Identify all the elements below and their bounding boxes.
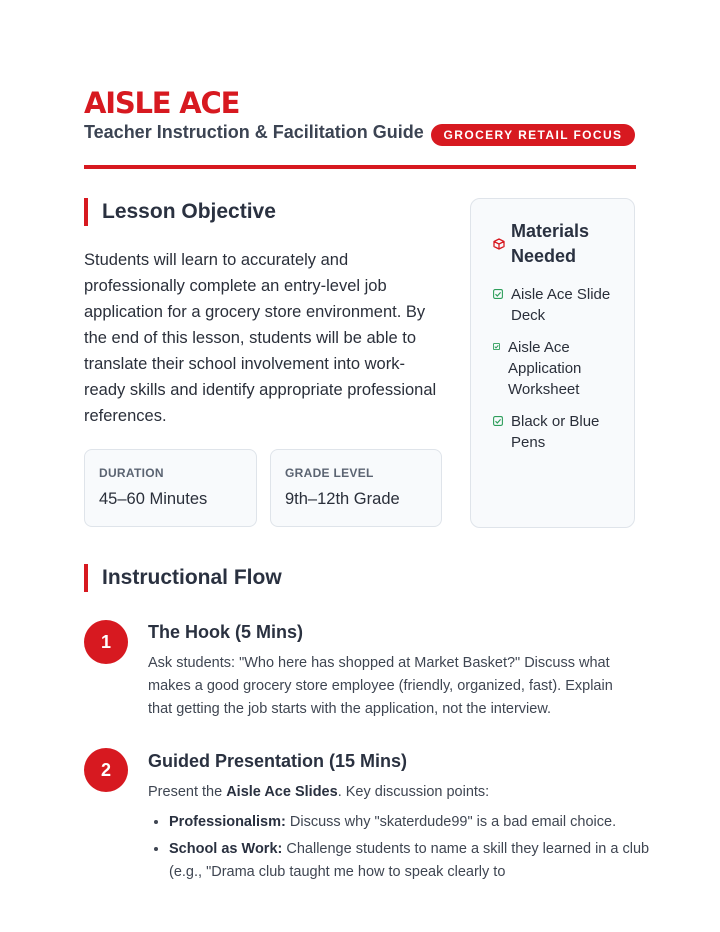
material-item: [493, 411, 611, 453]
material-label: Aisle Ace Application Worksheet: [508, 339, 582, 398]
step-description: Ask students: "Who here has shopped at Market Basket?" Discuss what makes a good grocery store employee (friendly, organized, fast). Explain that getting the job starts with the application, not the interview.: [148, 655, 613, 717]
list-item: [169, 811, 659, 834]
flow-heading: [84, 564, 282, 592]
bullet-term: Professionalism:: [169, 814, 286, 830]
step-intro: [148, 781, 638, 804]
grade-value: 9th–12th Grade: [285, 490, 400, 508]
list-item: [169, 838, 659, 884]
objective-paragraph: Students will learn to accurately and professionally complete an entry-level job application for a grocery store environment. By the end of this lesson, students will be able to translate their school involvement into work-ready skills and identify appropriate professional references.: [84, 251, 437, 425]
guide-subtitle: Teacher Instruction & Facilitation Guide: [84, 122, 424, 142]
step-title: The Hook (5 Mins): [148, 622, 304, 642]
bullet-text: Discuss why "skaterdude99" is a bad email choice.: [285, 814, 617, 830]
heading-accent-bar: [84, 198, 88, 226]
check-square-icon: [493, 416, 503, 426]
discussion-points: [148, 811, 659, 888]
material-item: [493, 284, 613, 326]
material-item: [493, 337, 593, 400]
step-title: Guided Presentation (15 Mins): [148, 751, 408, 771]
brand-title: AISLE ACE: [84, 86, 240, 120]
bullet-term: School as Work:: [169, 841, 283, 857]
materials-heading: Materials Needed: [511, 221, 590, 266]
bullet-text: Challenge students to name a skill they learned in a club (e.g., "Drama club taught me how to speak clearly to: [169, 841, 650, 880]
duration-card: [84, 449, 257, 527]
step-intro-text: . Key discussion points:: [337, 784, 490, 800]
step-number-badge: 1: [84, 620, 128, 664]
material-label: Black or Blue Pens: [511, 413, 600, 451]
duration-label: DURATION: [99, 466, 164, 480]
objective-heading-text: Lesson Objective: [102, 200, 276, 223]
heading-accent-bar: [84, 564, 88, 592]
objective-heading: [84, 198, 276, 226]
step-number-badge: 2: [84, 748, 128, 792]
grade-label: GRADE LEVEL: [285, 466, 374, 480]
step-intro-emphasis: Aisle Ace Slides: [226, 784, 338, 800]
check-square-icon: [493, 343, 500, 350]
step-intro-text: Present the: [148, 784, 227, 800]
flow-heading-text: Instructional Flow: [102, 566, 282, 589]
header-divider: [84, 165, 636, 169]
materials-panel: [470, 198, 635, 528]
focus-badge: GROCERY RETAIL FOCUS: [431, 124, 635, 146]
cube-icon: [493, 238, 505, 250]
material-label: Aisle Ace Slide Deck: [511, 286, 611, 324]
check-square-icon: [493, 289, 503, 299]
duration-value: 45–60 Minutes: [99, 490, 208, 508]
grade-card: [270, 449, 442, 527]
